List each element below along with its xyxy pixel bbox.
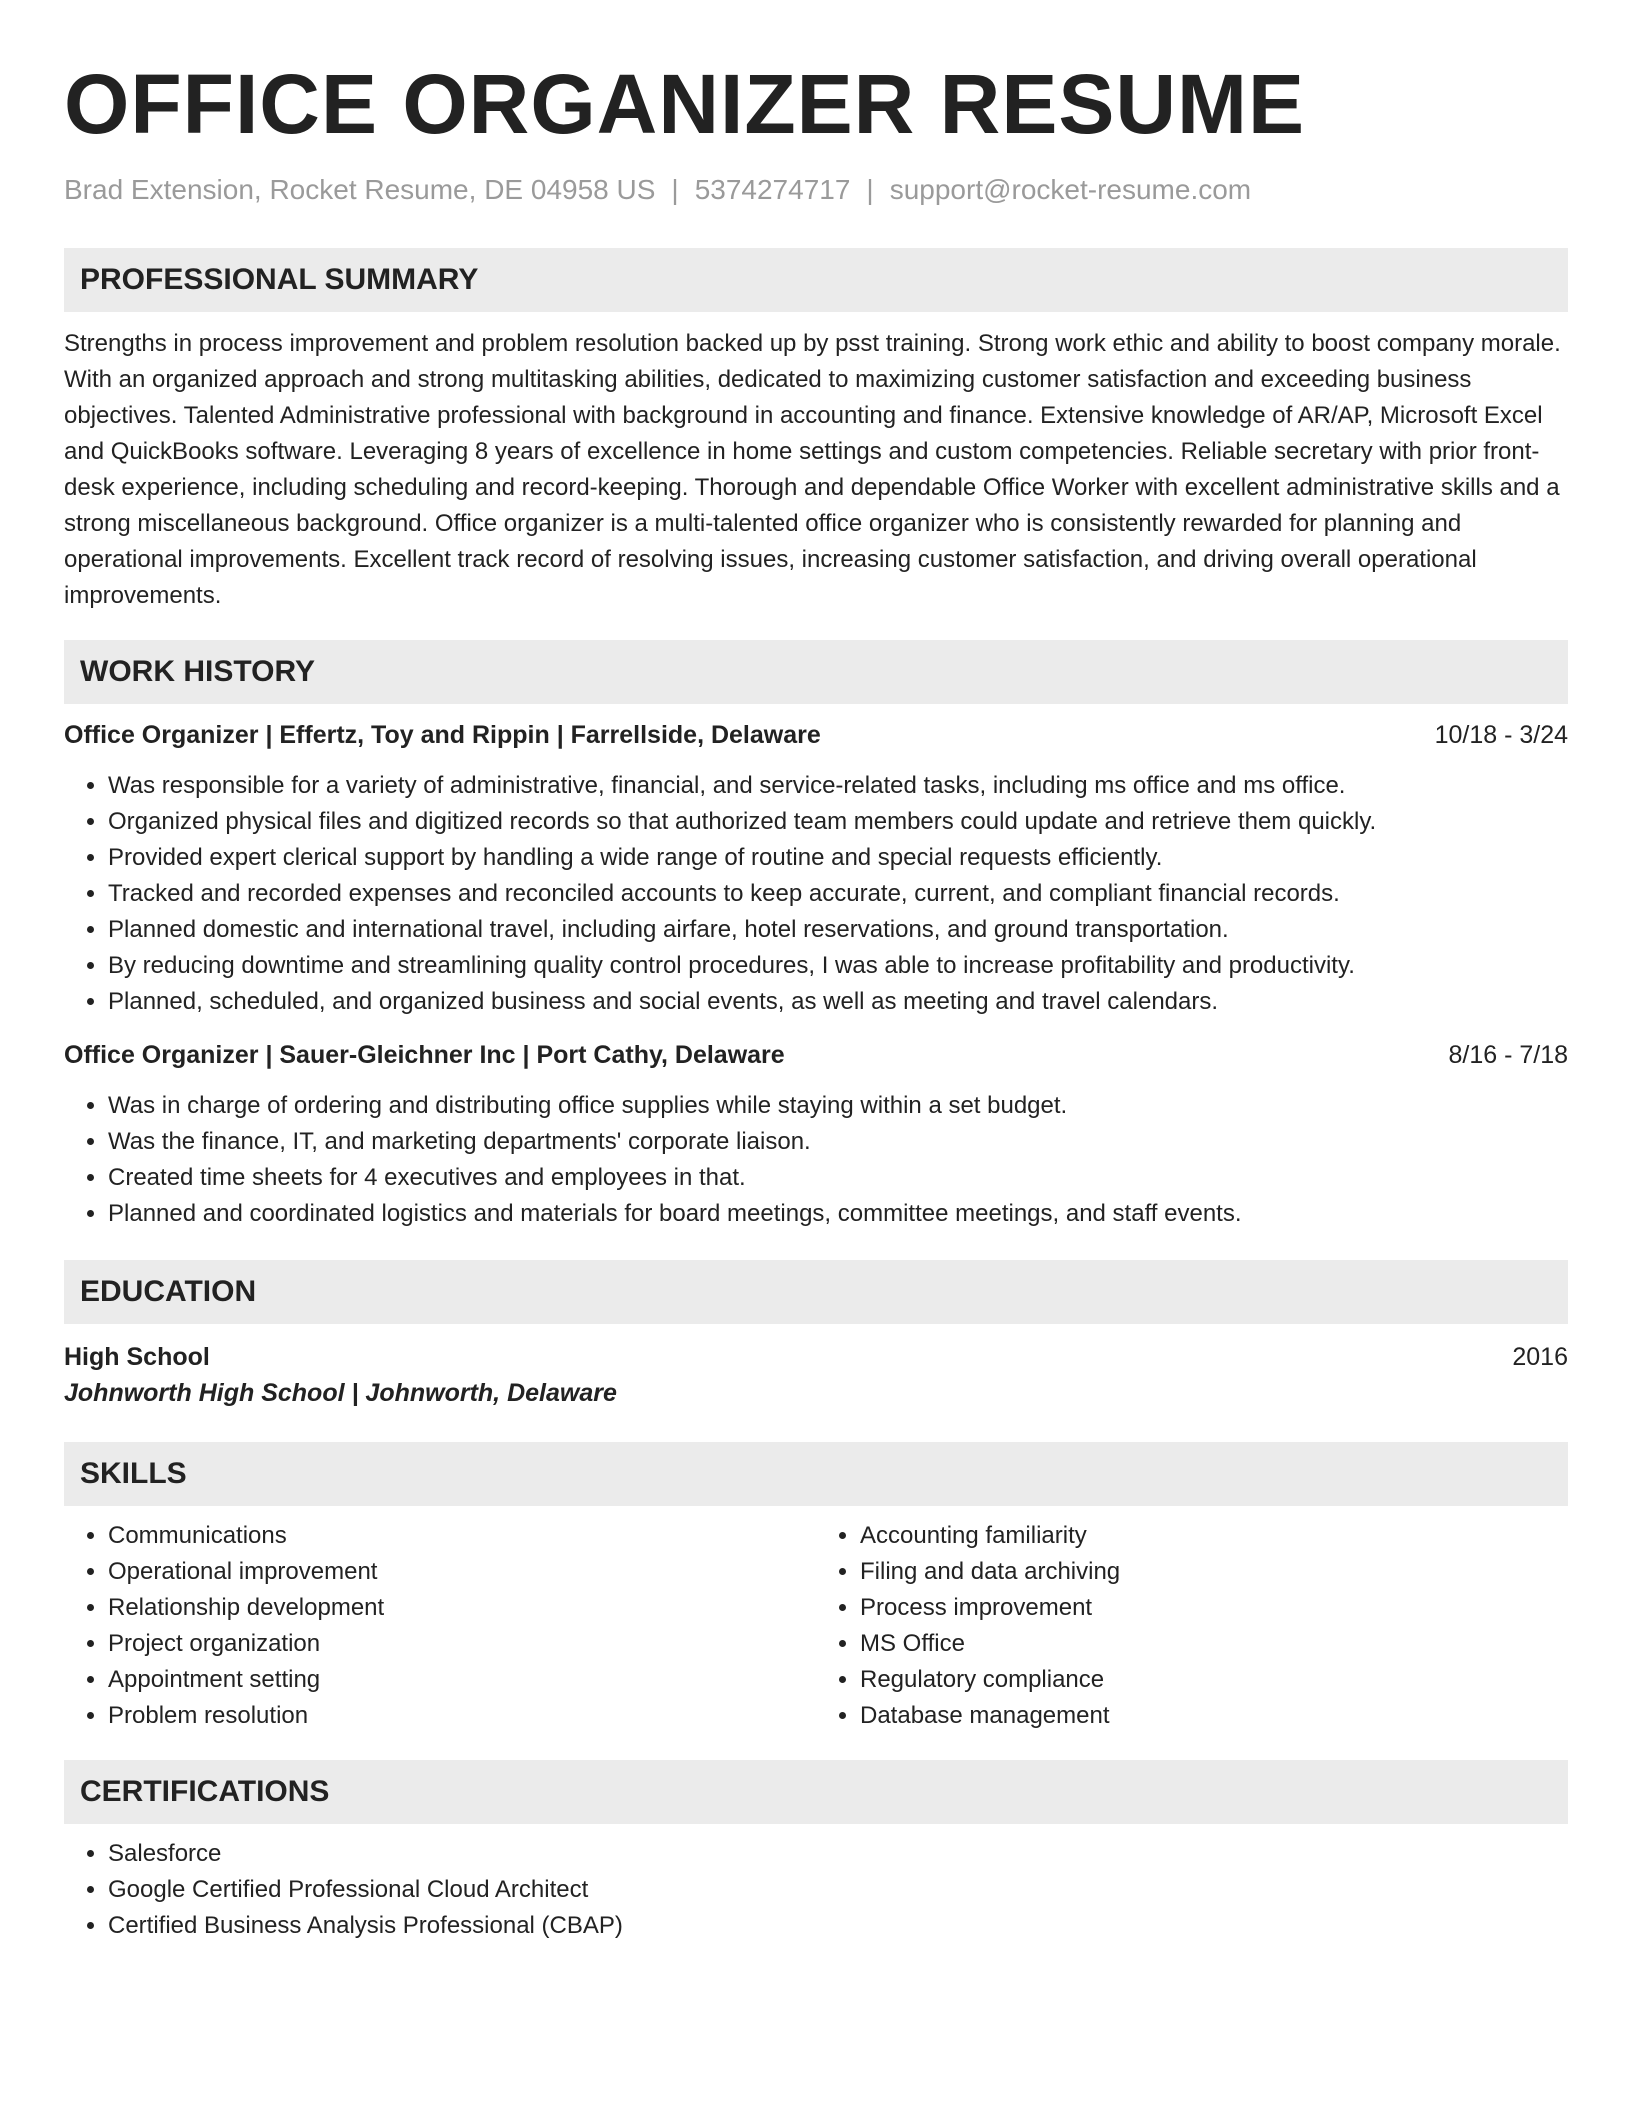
contact-phone: 5374274717 [694,174,851,205]
job-entry [64,1038,1568,1232]
work-history-heading: WORK HISTORY [64,640,1568,704]
education-header [64,1340,1568,1374]
job-duty: • Tracked and recorded expenses and reconciled accounts to keep accurate, current, and compliant financial records. [108,876,1568,912]
skill-item: • Relationship development [108,1590,816,1626]
job-duty: • Was in charge of ordering and distributing office supplies while staying within a set budget. [108,1088,1568,1124]
skill-item: • Problem resolution [108,1698,816,1734]
job-header [64,1038,1568,1072]
job-duty: • Planned and coordinated logistics and materials for board meetings, committee meetings, and staff events. [108,1196,1568,1232]
certifications-heading: CERTIFICATIONS [64,1760,1568,1824]
job-duty: • Was responsible for a variety of administrative, financial, and service-related tasks, including ms office and ms office. [108,768,1568,804]
certification-item: • Google Certified Professional Cloud Architect [108,1872,1568,1908]
skill-item: • Process improvement [860,1590,1568,1626]
skill-item: • Project organization [108,1626,816,1662]
skill-item: • MS Office [860,1626,1568,1662]
job-duty: • Organized physical files and digitized records so that authorized team members could update and retrieve them quickly. [108,804,1568,840]
resume-title: OFFICE ORGANIZER RESUME [64,57,1306,151]
job-duties-list [64,768,1568,1020]
skills-heading: SKILLS [64,1442,1568,1506]
skill-item: • Appointment setting [108,1662,816,1698]
contact-line [64,172,1568,208]
job-duty: • Provided expert clerical support by handling a wide range of routine and special requests efficiently. [108,840,1568,876]
skill-item: • Accounting familiarity [860,1518,1568,1554]
education-degree: High School [64,1343,210,1371]
job-duties-list [64,1088,1568,1232]
certifications-list [64,1836,1568,1944]
skill-item: • Communications [108,1518,816,1554]
education-school: Johnworth High School | Johnworth, Delaware [64,1379,617,1407]
education-entry [64,1340,1568,1412]
contact-separator: | [671,174,679,205]
certification-item: • Salesforce [108,1836,1568,1872]
job-duty: • Was the finance, IT, and marketing departments' corporate liaison. [108,1124,1568,1160]
education-year: 2016 [1512,1343,1568,1371]
job-duty: • Planned, scheduled, and organized business and social events, as well as meeting and travel calendars. [108,984,1568,1020]
job-duty: • Created time sheets for 4 executives and employees in that. [108,1160,1568,1196]
skill-item: • Database management [860,1698,1568,1734]
job-dates: 8/16 - 7/18 [1448,1041,1568,1069]
skills-list-right [816,1518,1568,1734]
skills-list-left [64,1518,816,1734]
skill-item: • Filing and data archiving [860,1554,1568,1590]
summary-heading: PROFESSIONAL SUMMARY [64,248,1568,312]
job-duty: • By reducing downtime and streamlining quality control procedures, I was able to increase profitability and productivity. [108,948,1568,984]
skill-item: • Regulatory compliance [860,1662,1568,1698]
contact-address: Brad Extension, Rocket Resume, DE 04958 US [64,174,656,205]
summary-text: Strengths in process improvement and problem resolution backed up by psst training. Strong work ethic and ability to boost company morale. With an organized approach and strong multitasking abilities, dedicated to maximizing customer satisfaction and exceeding business objectives. Talented Administrative professional with background in accounting and finance. Extensive knowledge of AR/AP, Microsoft Excel and QuickBooks software. Leveraging 8 years of excellence in home settings and custom competencies. Reliable secretary with prior front-desk experience, including scheduling and record-keeping. Thorough and dependable Office Worker with excellent administrative skills and a strong miscellaneous background. Office organizer is a multi-talented office organizer who is consistently rewarded for planning and operational improvements. Excellent track record of resolving issues, increasing customer satisfaction, and driving overall operational improvements. [64,330,1561,609]
skills-columns [64,1518,1568,1734]
job-entry [64,718,1568,1020]
job-title: Office Organizer | Sauer-Gleichner Inc | Port Cathy, Delaware [64,1041,785,1069]
job-title: Office Organizer | Effertz, Toy and Rippin | Farrellside, Delaware [64,721,821,749]
contact-separator: | [866,174,874,205]
job-duty: • Planned domestic and international travel, including airfare, hotel reservations, and ground transportation. [108,912,1568,948]
education-heading: EDUCATION [64,1260,1568,1324]
skill-item: • Operational improvement [108,1554,816,1590]
job-header [64,718,1568,752]
job-dates: 10/18 - 3/24 [1434,721,1568,749]
certification-item: • Certified Business Analysis Professional (CBAP) [108,1908,1568,1944]
contact-email[interactable]: support@rocket-resume.com [889,174,1252,205]
